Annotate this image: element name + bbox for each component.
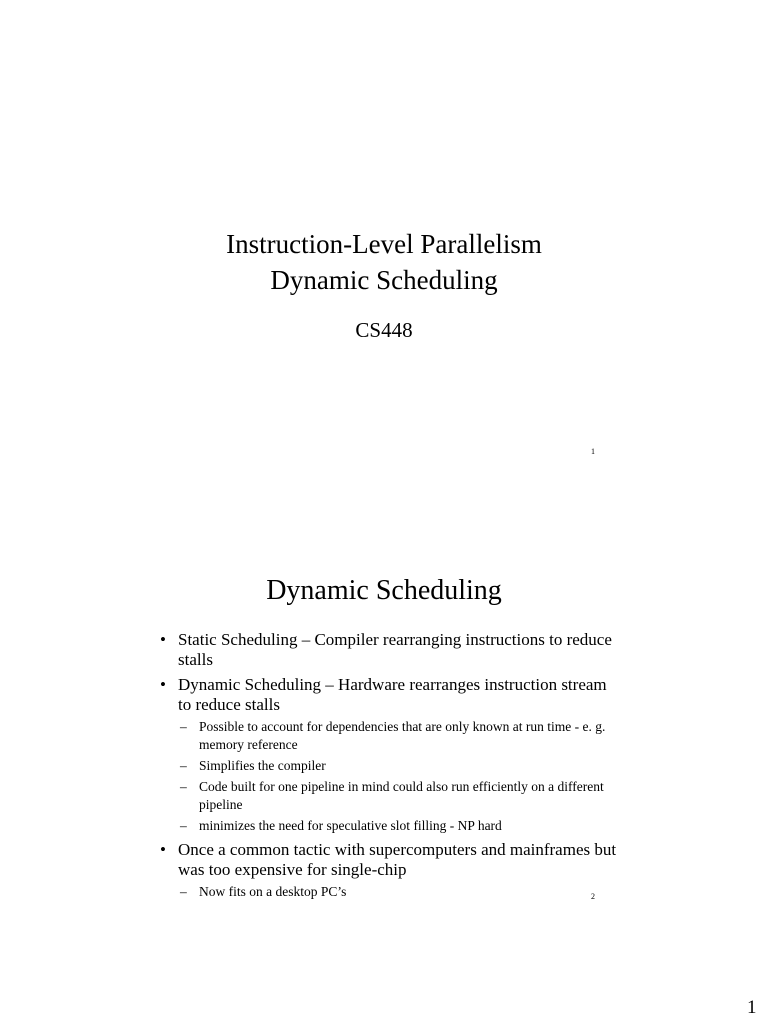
sub-bullet-text: Possible to account for dependencies that are only known at run time - e. g. memory reference: [199, 719, 606, 752]
bullet-item: [160, 840, 620, 901]
bullet-list: [160, 630, 620, 906]
title-line-1: Instruction-Level Parallelism: [226, 229, 542, 259]
sub-bullet-list: [178, 718, 620, 835]
bullet-marker: •: [160, 840, 166, 859]
sub-bullet-marker: –: [180, 758, 187, 773]
sub-bullet-item: [178, 757, 620, 775]
bullet-item: [160, 630, 620, 670]
sub-bullet-item: [178, 883, 620, 901]
page-number: 1: [747, 997, 757, 1018]
slide-1-number: 1: [591, 447, 595, 456]
sub-bullet-item: [178, 817, 620, 835]
bullet-text: Static Scheduling – Compiler rearranging instructions to reduce stalls: [178, 630, 612, 669]
sub-bullet-text: Now fits on a desktop PC’s: [199, 884, 347, 899]
sub-bullet-list: [178, 883, 620, 901]
sub-bullet-marker: –: [180, 884, 187, 899]
title-line-2: Dynamic Scheduling: [270, 265, 498, 295]
bullet-marker: •: [160, 675, 166, 694]
sub-bullet-text: Simplifies the compiler: [199, 758, 326, 773]
bullet-text: Once a common tactic with supercomputers and mainframes but was too expensive for single-chip: [178, 840, 617, 879]
course-code: CS448: [355, 318, 413, 342]
sub-bullet-marker: –: [180, 719, 187, 734]
sub-bullet-text: minimizes the need for speculative slot filling - NP hard: [199, 818, 502, 833]
bullet-item: [160, 675, 620, 835]
sub-bullet-marker: –: [180, 818, 187, 833]
sub-bullet-item: [178, 778, 620, 814]
sub-bullet-text: Code built for one pipeline in mind could also run efficiently on a different pipeline: [199, 779, 604, 812]
sub-bullet-item: [178, 718, 620, 754]
bullet-marker: •: [160, 630, 166, 649]
slide-1-title: [0, 226, 768, 298]
sub-bullet-marker: –: [180, 779, 187, 794]
slide-2-number: 2: [591, 892, 595, 901]
bullet-text: Dynamic Scheduling – Hardware rearranges instruction stream to reduce stalls: [178, 675, 607, 714]
slide-2: [0, 512, 768, 932]
slide-2-title: Dynamic Scheduling: [266, 575, 502, 606]
